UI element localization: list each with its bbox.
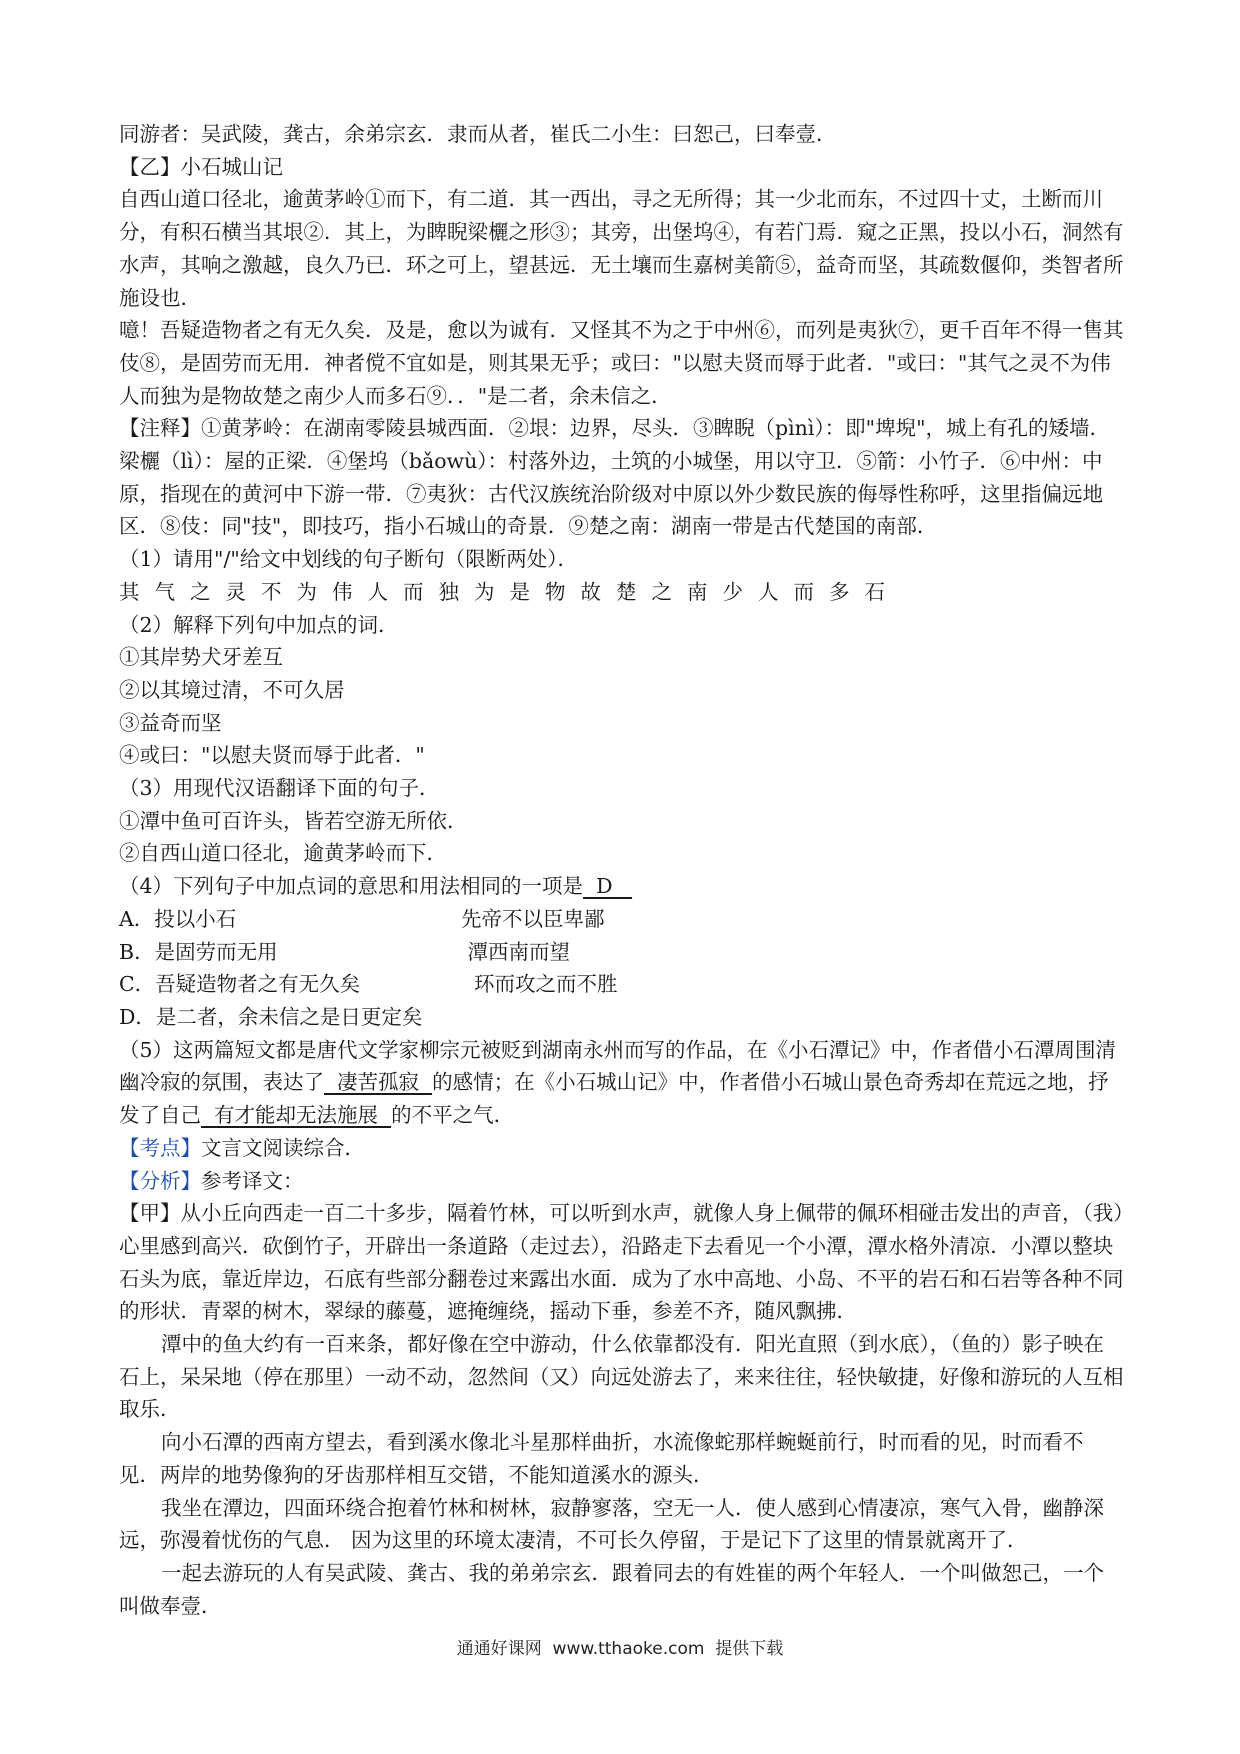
analysis — [119, 1165, 1124, 1198]
passage-paragraph: 噫！吾疑造物者之有无久矣．及是，愈以为诚有．又怪其不为之于中州⑥，而列是夷狄⑦，更千百年不得一售其伎⑧，是固劳而无用．神者傥不宜如是，则其果无乎；或曰："以慰夫贤而辱于此者．"或曰："其气之灵不为伟人而独为是物故楚之南少人而多石⑨．．"是二者，余未信之． — [119, 318, 1124, 408]
section-heading: 【乙】小石城山记 — [119, 154, 283, 179]
passage-paragraph: 自西山道口径北，逾黄茅岭①而下，有二道．其一西出，寻之无所得；其一少北而东，不过四十丈，土断而川分，有积石横当其垠②．其上，为睥睨梁欐之形③；其旁，出堡坞④，有若门焉．窥之正黑，投以小石，洞然有水声，其响之激越，良久乃已．环之可上，望甚远．无土壤而生嘉树美箭⑤，益奇而坚，其疏数偃仰，类智者所施设也． — [119, 187, 1124, 310]
question-3: （3）用现代汉语翻译下面的句子． — [119, 776, 440, 801]
question-4-answer: D — [583, 874, 633, 899]
option-a — [119, 903, 1124, 936]
question-5-answer-1: 凄苦孤寂 — [324, 1070, 433, 1095]
question-3-item: ②自西山道口径北，逾黄茅岭而下． — [119, 841, 447, 866]
option-d: D．是二者，余未信之是日更定矣 — [119, 1004, 423, 1029]
translation-paragraph: 潭中的鱼大约有一百来条，都好像在空中游动，什么依靠都没有．阳光直照（到水底），（鱼的）影子映在石上，呆呆地（停在那里）一动不动，忽然间（又）向远处游去了，来来往往，轻快敏捷，好像和游玩的人互相取乐． — [119, 1332, 1124, 1422]
question-5-text: （5）这两篇短文都是唐代文学家柳宗元被贬到湖南永州而写的作品，在《小石潭记》中，作者借小石潭周围清幽冷寂的氛围，表达了 — [119, 1037, 1117, 1095]
key-point-text: 文言文阅读综合． — [201, 1135, 365, 1160]
question-1: （1）请用"/"给文中划线的句子断句（限断两处）． — [119, 547, 579, 572]
question-2-item: ③益奇而坚 — [119, 710, 222, 735]
question-2-item: ②以其境过清，不可久居 — [119, 677, 345, 702]
option-b-right: 潭西南而望 — [461, 939, 571, 964]
document-body — [119, 118, 1124, 1622]
question-5-answer-2: 有才能却无法施展 — [201, 1103, 392, 1128]
question-1-sentence: 其气之灵不为伟人而独为是物故楚之南少人而多石 — [119, 579, 900, 604]
translation-paragraph: 我坐在潭边，四面环绕合抱着竹林和树林，寂静寥落，空无一人．使人感到心情凄凉，寒气入骨，幽静深远，弥漫着忧伤的气息． 因为这里的环境太凄清，不可长久停留，于是记下了这里的情景就离开了． — [119, 1495, 1104, 1553]
option-b-left: B．是固劳而无用 — [119, 939, 278, 964]
page-footer: 通通好课网 www.tthaoke.com 提供下载 — [456, 1639, 784, 1659]
option-c — [119, 968, 1124, 1001]
analysis-text: 参考译文： — [201, 1168, 304, 1193]
option-c-right: 环而攻之而不胜 — [461, 972, 618, 997]
question-5 — [119, 1034, 1124, 1132]
option-a-left: A．投以小石 — [119, 906, 237, 931]
question-4-prompt: （4）下列句子中加点词的意思和用法相同的一项是 — [119, 874, 584, 899]
question-2-item: ①其岸势犬牙差互 — [119, 645, 283, 670]
question-2-item: ④或曰："以慰夫贤而辱于此者．" — [119, 743, 425, 768]
question-3-item: ①潭中鱼可百许头，皆若空游无所依． — [119, 808, 468, 833]
option-a-right: 先帝不以臣卑鄙 — [461, 906, 605, 931]
text-line: 同游者：吴武陵，龚古，余弟宗玄．隶而从者，崔氏二小生：曰恕己，曰奉壹． — [119, 122, 837, 146]
key-point-label: 【考点】 — [119, 1135, 201, 1160]
key-point — [119, 1132, 1124, 1165]
translation-paragraph: 向小石潭的西南方望去，看到溪水像北斗星那样曲折，水流像蛇那样蜿蜒前行，时而看的见，时而看不见．两岸的地势像狗的牙齿那样相互交错，不能知道溪水的源头． — [119, 1430, 1084, 1487]
question-5-text: 的感情；在《小石城山记》中，作者借小石城山景色奇秀却在荒远之地，抒发了自己 — [119, 1070, 1109, 1128]
question-4 — [119, 870, 1124, 903]
option-b — [119, 936, 1124, 969]
question-2: （2）解释下列句中加点的词． — [119, 612, 399, 637]
question-5-text: 的不平之气． — [391, 1103, 515, 1128]
annotation-paragraph: 【注释】①黄茅岭：在湖南零陵县城西面．②垠：边界，尽头．③睥睨（pìnì）：即"埤堄"，城上有孔的矮墙．梁欐（lì）：屋的正梁．④堡坞（bǎowù）：村落外边，土筑的小城堡，用以守卫．⑤箭：小竹子．⑥中州：中原，指现在的黄河中下游一带．⑦夷狄：古代汉族统治阶级对中原以外少数民族的侮辱性称呼，这里指偏远地区．⑧伎：同"技"，即技巧，指小石城山的奇景．⑨楚之南：湖南一带是古代楚国的南部． — [119, 416, 1111, 539]
option-c-left: C．吾疑造物者之有无久矣 — [119, 972, 361, 997]
analysis-label: 【分析】 — [119, 1168, 201, 1193]
translation-paragraph: 【甲】从小丘向西走一百二十多步，隔着竹林，可以听到水声，就像人身上佩带的佩环相碰击发出的声音，（我）心里感到高兴．砍倒竹子，开辟出一条道路（走过去），沿路走下去看见一个小潭，潭水格外清凉．小潭以整块石头为底，靠近岸边，石底有些部分翻卷过来露出水面．成为了水中高地、小岛、不平的岩石和石岩等各种不同的形状．青翠的树木，翠绿的藤蔓，遮掩缠绕，摇动下垂，参差不齐，随风飘拂． — [119, 1201, 1124, 1324]
translation-paragraph: 一起去游玩的人有吴武陵、龚古、我的弟弟宗玄．跟着同去的有姓崔的两个年轻人．一个叫做恕己，一个叫做奉壹． — [119, 1560, 1104, 1618]
